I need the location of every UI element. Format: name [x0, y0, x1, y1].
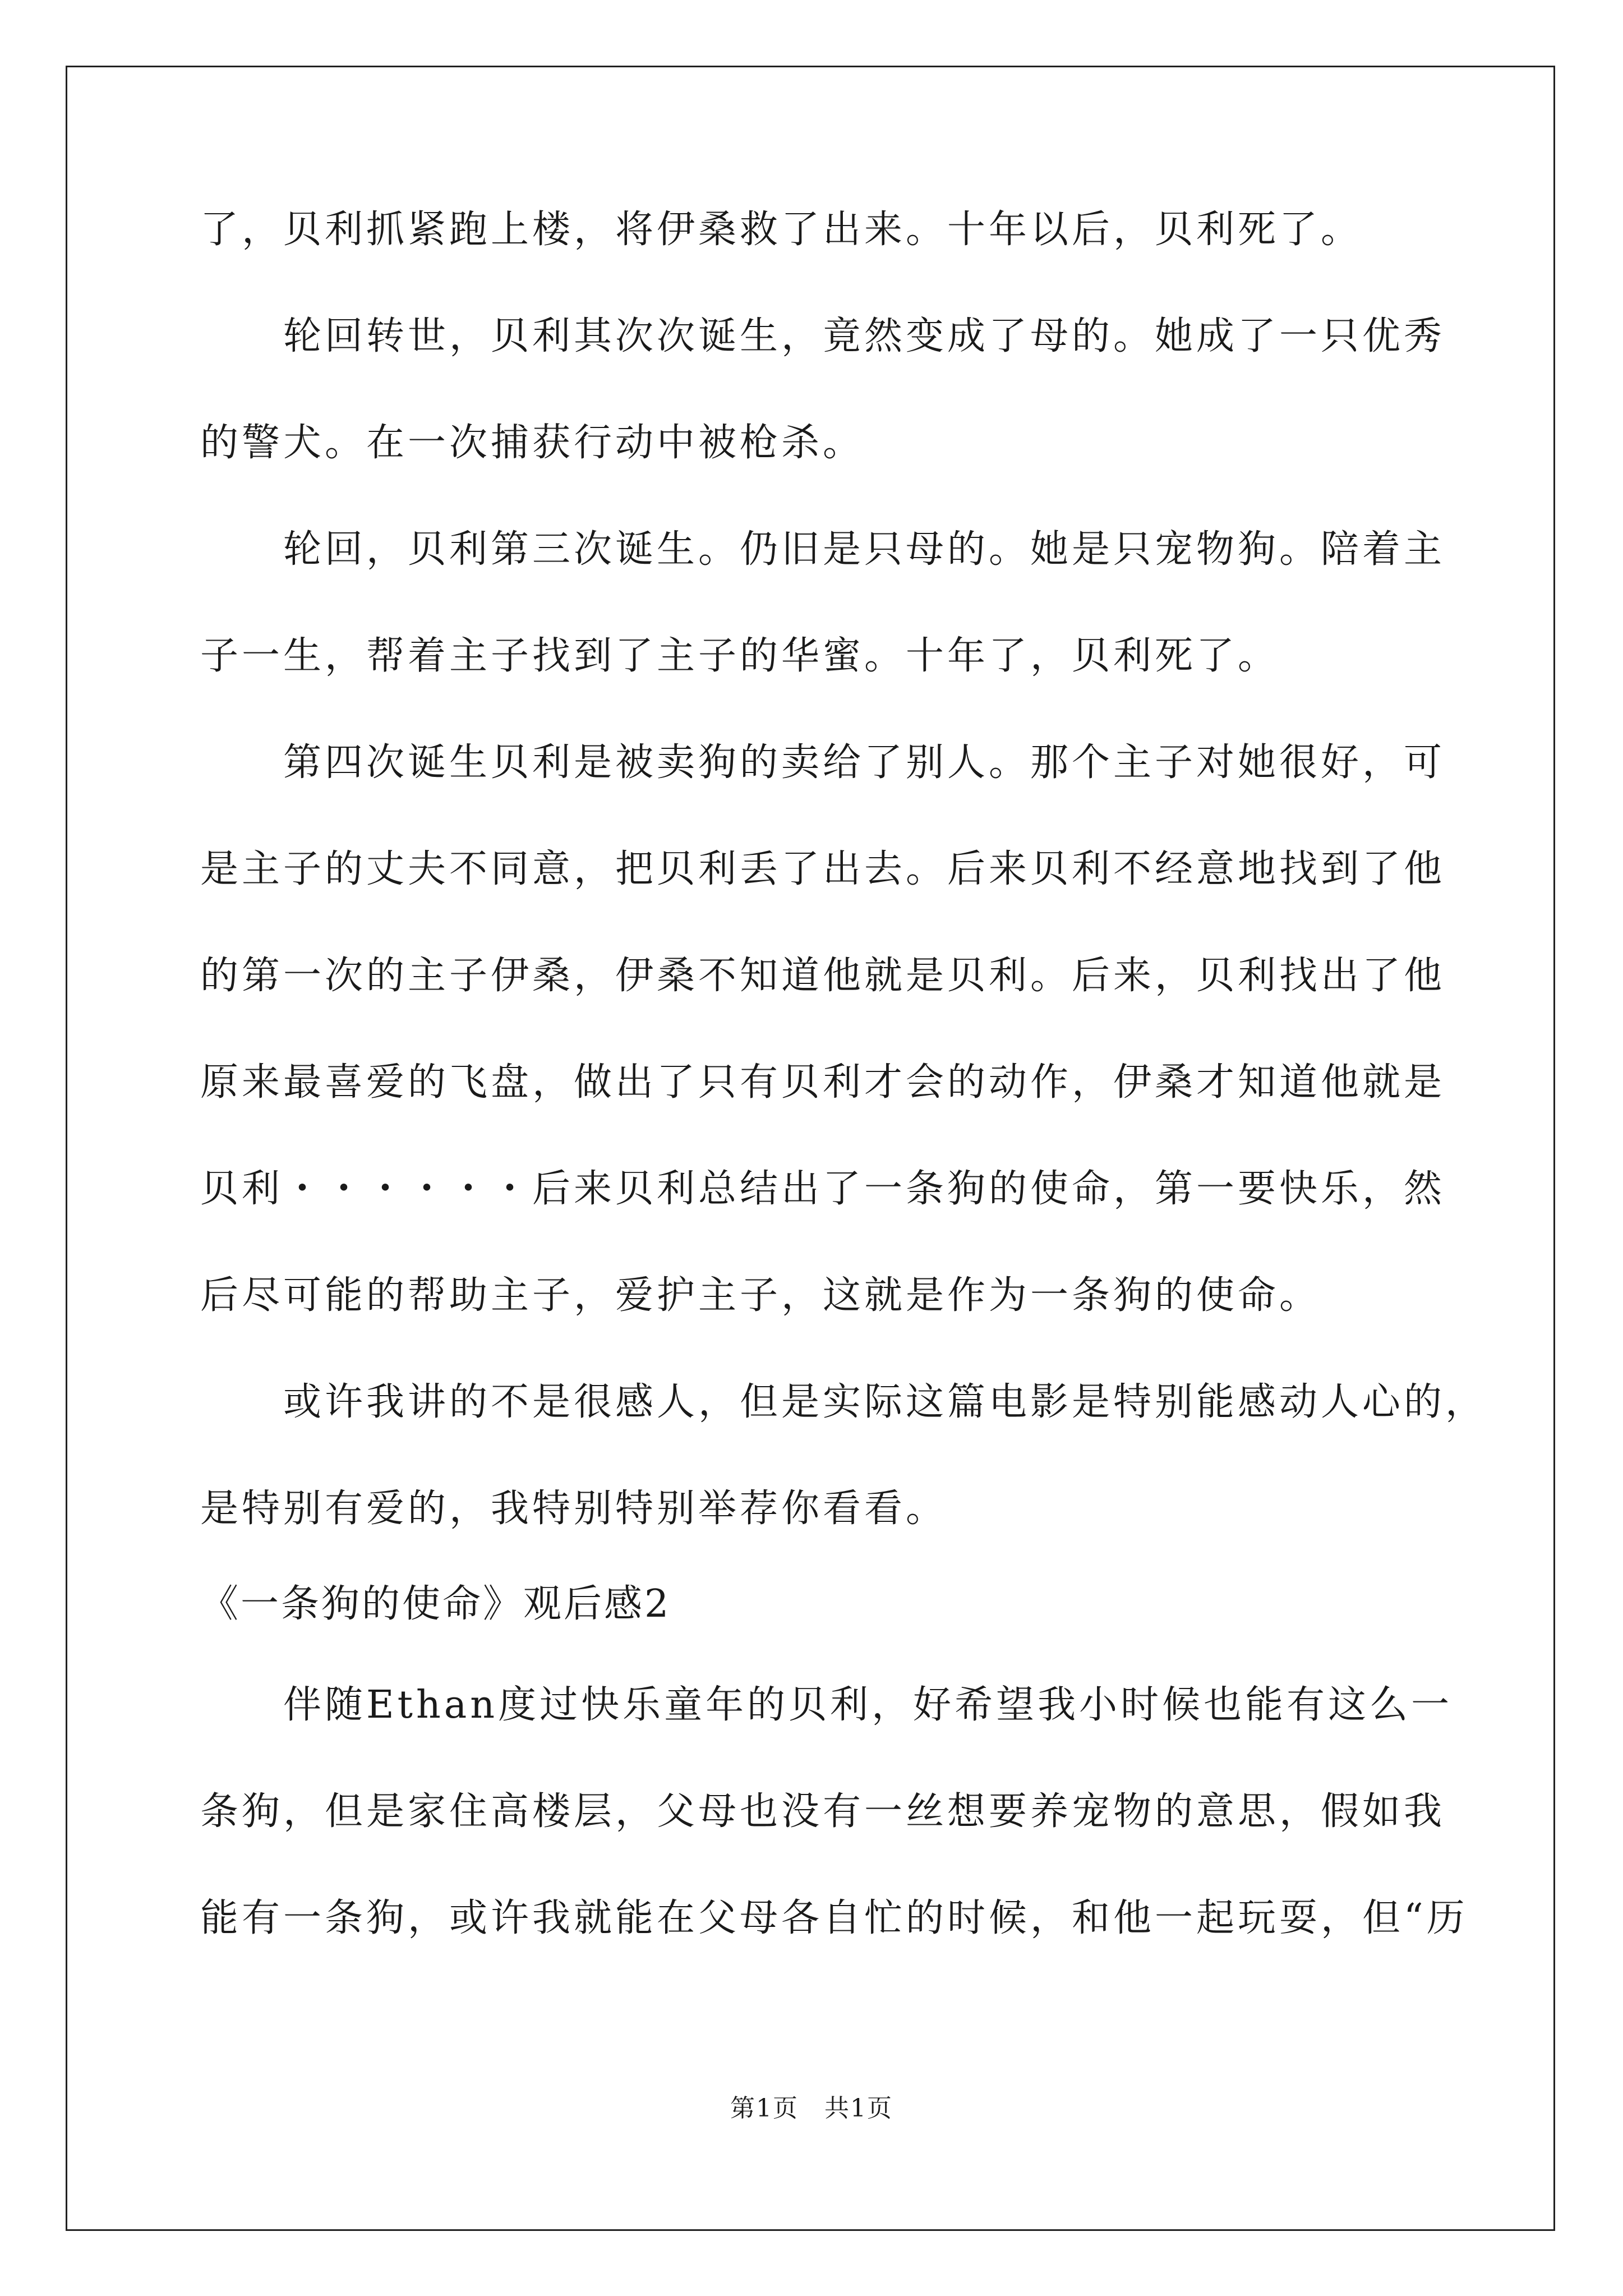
text-line: 了，贝利抓紧跑上楼，将伊桑救了出来。十年以后，贝利死了。	[200, 208, 1363, 252]
text-line: 的第一次的主子伊桑，伊桑不知道他就是贝利。后来，贝利找出了他	[200, 954, 1446, 998]
text-line: 子一生，帮着主子找到了主子的华蜜。十年了，贝利死了。	[200, 634, 1280, 678]
text-line: 能有一条狗，或许我就能在父母各自忙的时候，和他一起玩耍，但“历	[200, 1896, 1468, 1940]
paragraph-start-line: 轮回，贝利第三次诞生。仍旧是只母的。她是只宠物狗。陪着主	[283, 527, 1446, 572]
paragraph-start-line: 第四次诞生贝利是被卖狗的卖给了别人。那个主子对她很好，可	[283, 740, 1446, 785]
text-line: 后尽可能的帮助主子，爱护主子，这就是作为一条狗的使命。	[200, 1273, 1321, 1318]
paragraph-start-line: 轮回转世，贝利其次次诞生，竟然变成了母的。她成了一只优秀	[283, 314, 1446, 358]
paragraph-start-line: 或许我讲的不是很感人，但是实际这篇电影是特别能感动人心的，	[283, 1380, 1487, 1424]
text-line: 的警犬。在一次捕获行动中被枪杀。	[200, 421, 865, 465]
text-line: 条狗，但是家住高楼层，父母也没有一丝想要养宠物的意思，假如我	[200, 1789, 1446, 1834]
text-line: 是特别有爱的，我特别特别举荐你看看。	[200, 1487, 948, 1531]
text-line: 贝利・・・・・・后来贝利总结出了一条狗的使命，第一要快乐，然	[200, 1167, 1446, 1211]
page-number-footer: 第1页 共1页	[730, 2094, 893, 2123]
section-heading: 《一条狗的使命》观后感2	[200, 1582, 671, 1626]
paragraph-start-line: 伴随Ethan度过快乐童年的贝利，好希望我小时候也能有这么一	[283, 1683, 1453, 1727]
text-line: 原来最喜爱的飞盘，做出了只有贝利才会的动作，伊桑才知道他就是	[200, 1060, 1446, 1105]
text-line: 是主子的丈夫不同意，把贝利丢了出去。后来贝利不经意地找到了他	[200, 847, 1446, 891]
